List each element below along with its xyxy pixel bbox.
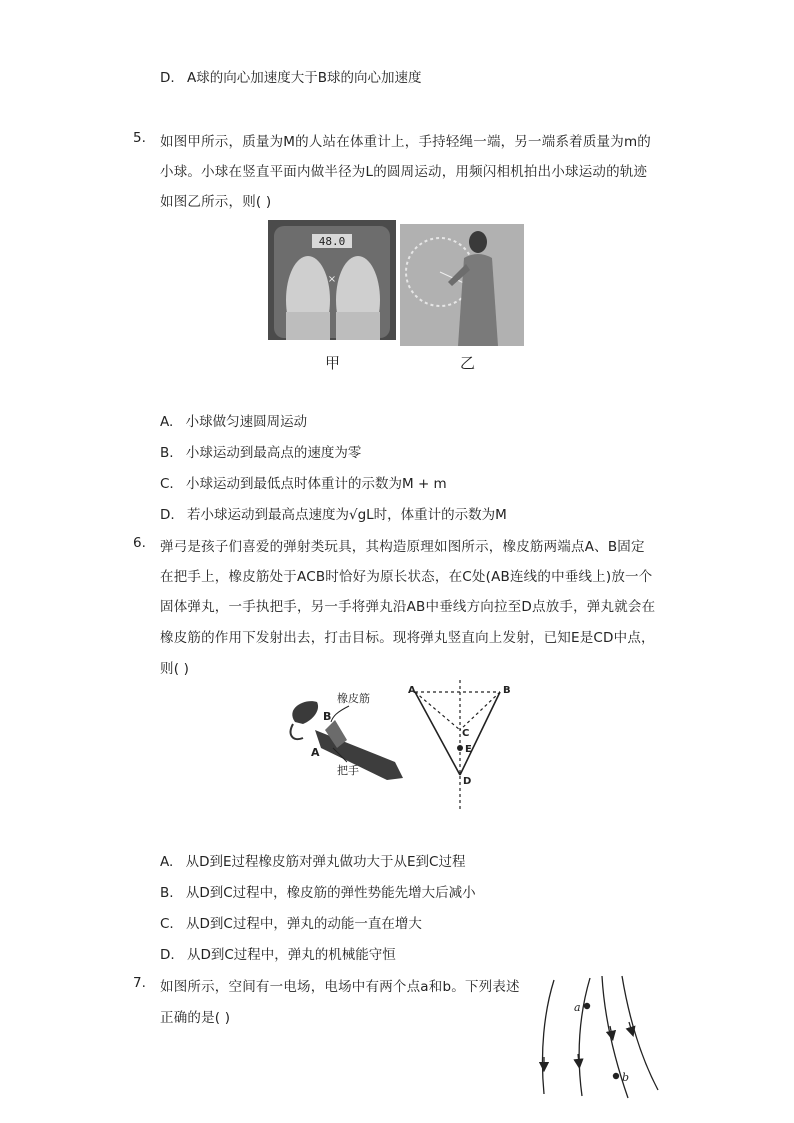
option-label: B.	[160, 885, 174, 901]
option-text: 小球做匀速圆周运动	[185, 414, 308, 430]
q6-line-2: 在把手上，橡皮筋处于ACB时恰好为原长状态，在C处(AB连线的中垂线上)放一个	[160, 569, 653, 585]
option-label: A.	[160, 414, 174, 430]
option-text: 小球运动到最低点时体重计的示数为M + m	[186, 476, 447, 492]
q7-line-2: 正确的是( )	[160, 1010, 231, 1026]
q7-number: 7.	[133, 975, 146, 991]
option-label: B.	[160, 445, 174, 461]
option-text: 从D到E过程橡皮筋对弹丸做功大于从E到C过程	[185, 854, 466, 870]
q6-line-3: 固体弹丸，一手执把手，另一手将弹丸沿AB中垂线方向拉至D点放手，弹丸就会在	[160, 599, 656, 615]
q5-caption-left: 甲	[325, 354, 341, 372]
q5-option-b	[160, 441, 361, 461]
option-text: 从D到C过程中，弹丸的动能一直在增大	[186, 916, 422, 932]
q6-number: 6.	[133, 535, 146, 551]
option-text: 小球运动到最高点的速度为零	[185, 445, 362, 461]
option-label: C.	[160, 916, 174, 932]
q5-option-d	[160, 503, 507, 523]
label-slingshot-a: A	[311, 746, 320, 759]
option-text: 从D到C过程中，橡皮筋的弹性势能先增大后减小	[185, 885, 476, 901]
field-line-1	[542, 980, 554, 1094]
label-c: C	[462, 728, 470, 739]
q5-figure-scale-photo	[268, 220, 396, 340]
field-line-2	[579, 978, 590, 1096]
label-point-b: b	[622, 1071, 630, 1084]
label-d: D	[463, 776, 472, 787]
q5-option-a	[160, 410, 307, 430]
label-handle: 把手	[337, 764, 359, 777]
q5-number: 5.	[133, 130, 146, 146]
q5-caption-right: 乙	[460, 354, 476, 372]
q6-slingshot-figure	[275, 680, 525, 815]
q7-line-1: 如图所示，空间有一电场，电场中有两个点a和b。下列表述	[160, 979, 520, 995]
q6-option-c	[160, 912, 422, 932]
option-text: 从D到C过程中，弹丸的机械能守恒	[186, 947, 396, 963]
q5-line-2: 小球。小球在竖直平面内做半径为L的圆周运动，用频闪相机拍出小球运动的轨迹	[160, 164, 648, 180]
q6-line-5: 则( )	[160, 661, 190, 677]
q5-figure-person-photo	[400, 224, 524, 346]
point-b	[613, 1073, 619, 1079]
label-b: B	[503, 685, 511, 696]
option-label: C.	[160, 476, 174, 492]
person-strobe-image	[400, 224, 524, 346]
q5-line-1: 如图甲所示，质量为M的人站在体重计上，手持轻绳一端，另一端系着质量为m的	[160, 134, 651, 150]
q5-line-3: 如图乙所示，则( )	[160, 194, 272, 210]
option-label: D.	[160, 507, 175, 523]
scale-feet-image	[268, 220, 396, 340]
label-point-a: a	[574, 1001, 581, 1014]
q5-option-c	[160, 472, 447, 492]
option-label: A.	[160, 854, 174, 870]
label-e: E	[465, 744, 472, 755]
option-text: 若小球运动到最高点速度为√gL时，体重计的示数为M	[186, 507, 507, 523]
option-label: D.	[160, 70, 175, 86]
scale-display: 48.0	[318, 235, 346, 248]
label-slingshot-b: B	[323, 710, 332, 723]
option-label: D.	[160, 947, 175, 963]
point-a	[584, 1003, 590, 1009]
svg-text:×: ×	[327, 274, 337, 285]
label-rubber-band: 橡皮筋	[337, 692, 370, 705]
option-text: A球的向心加速度大于B球的向心加速度	[186, 70, 422, 86]
q6-line-1: 弹弓是孩子们喜爱的弹射类玩具，其构造原理如图所示，橡皮筋两端点A、B固定	[160, 539, 645, 555]
q7-electric-field-figure	[530, 972, 670, 1102]
slingshot-geometry-diagram	[408, 680, 511, 812]
label-a: A	[408, 685, 416, 696]
q6-option-d	[160, 943, 396, 963]
q4-option-d	[160, 66, 421, 86]
q6-line-4: 橡皮筋的作用下发射出去，打击目标。现将弹丸竖直向上发射，已知E是CD中点，	[160, 630, 655, 646]
q6-option-a	[160, 850, 465, 870]
q6-option-b	[160, 881, 476, 901]
